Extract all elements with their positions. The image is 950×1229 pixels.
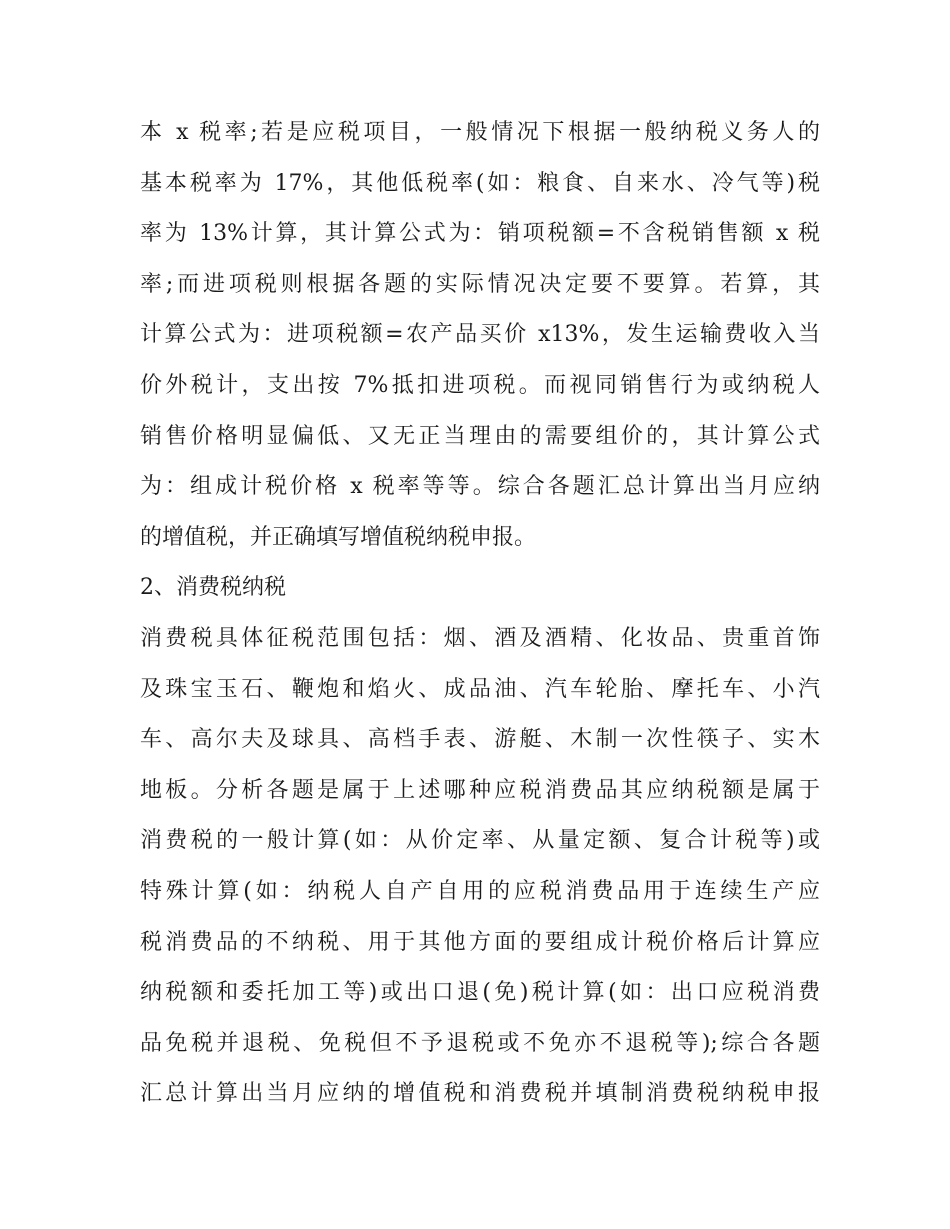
text-line: 为：组成计税价格 x 税率等等。综合各题汇总计算出当月应纳	[140, 474, 820, 500]
text-line: 销售价格明显偏低、又无正当理由的需要组价的，其计算公式	[140, 423, 820, 449]
text-line: 税消费品的不纳税、用于其他方面的要组成计税价格后计算应	[140, 929, 820, 955]
text-line: 的增值税，并正确填写增值税纳税申报。	[140, 524, 537, 550]
text-line: 价外税计，支出按 7%抵扣进项税。而视同销售行为或纳税人	[140, 372, 820, 398]
text-line: 品免税并退税、免税但不予退税或不免亦不退税等);综合各题	[140, 1030, 820, 1056]
text-line: 本 x 税率;若是应税项目，一般情况下根据一般纳税义务人的	[140, 120, 820, 145]
text-line: 地板。分析各题是属于上述哪种应税消费品其应纳税额是属于	[140, 777, 820, 803]
text-line: 率为 13%计算，其计算公式为：销项税额=不含税销售额 x 税	[140, 221, 820, 247]
text-line: 特殊计算(如：纳税人自产自用的应税消费品用于连续生产应	[140, 878, 820, 904]
text-line: 基本税率为 17%，其他低税率(如：粮食、自来水、冷气等)税	[140, 170, 820, 196]
body-text	[140, 108, 820, 1120]
text-line: 消费税的一般计算(如：从价定率、从量定额、复合计税等)或	[140, 828, 820, 854]
text-line: 计算公式为：进项税额=农产品买价 x13%，发生运输费收入当	[140, 322, 820, 348]
text-line: 及珠宝玉石、鞭炮和焰火、成品油、汽车轮胎、摩托车、小汽	[140, 676, 820, 702]
text-line: 纳税额和委托加工等)或出口退(免)税计算(如：出口应税消费	[140, 980, 820, 1006]
text-line: 消费税具体征税范围包括：烟、酒及酒精、化妆品、贵重首饰	[140, 625, 820, 651]
text-line: 汇总计算出当月应纳的增值税和消费税并填制消费税纳税申报	[140, 1081, 820, 1107]
text-line: 车、高尔夫及球具、高档手表、游艇、木制一次性筷子、实木	[140, 727, 820, 753]
section-heading: 2、消费税纳税	[140, 575, 286, 601]
text-line: 率;而进项税则根据各题的实际情况决定要不要算。若算，其	[140, 271, 820, 297]
